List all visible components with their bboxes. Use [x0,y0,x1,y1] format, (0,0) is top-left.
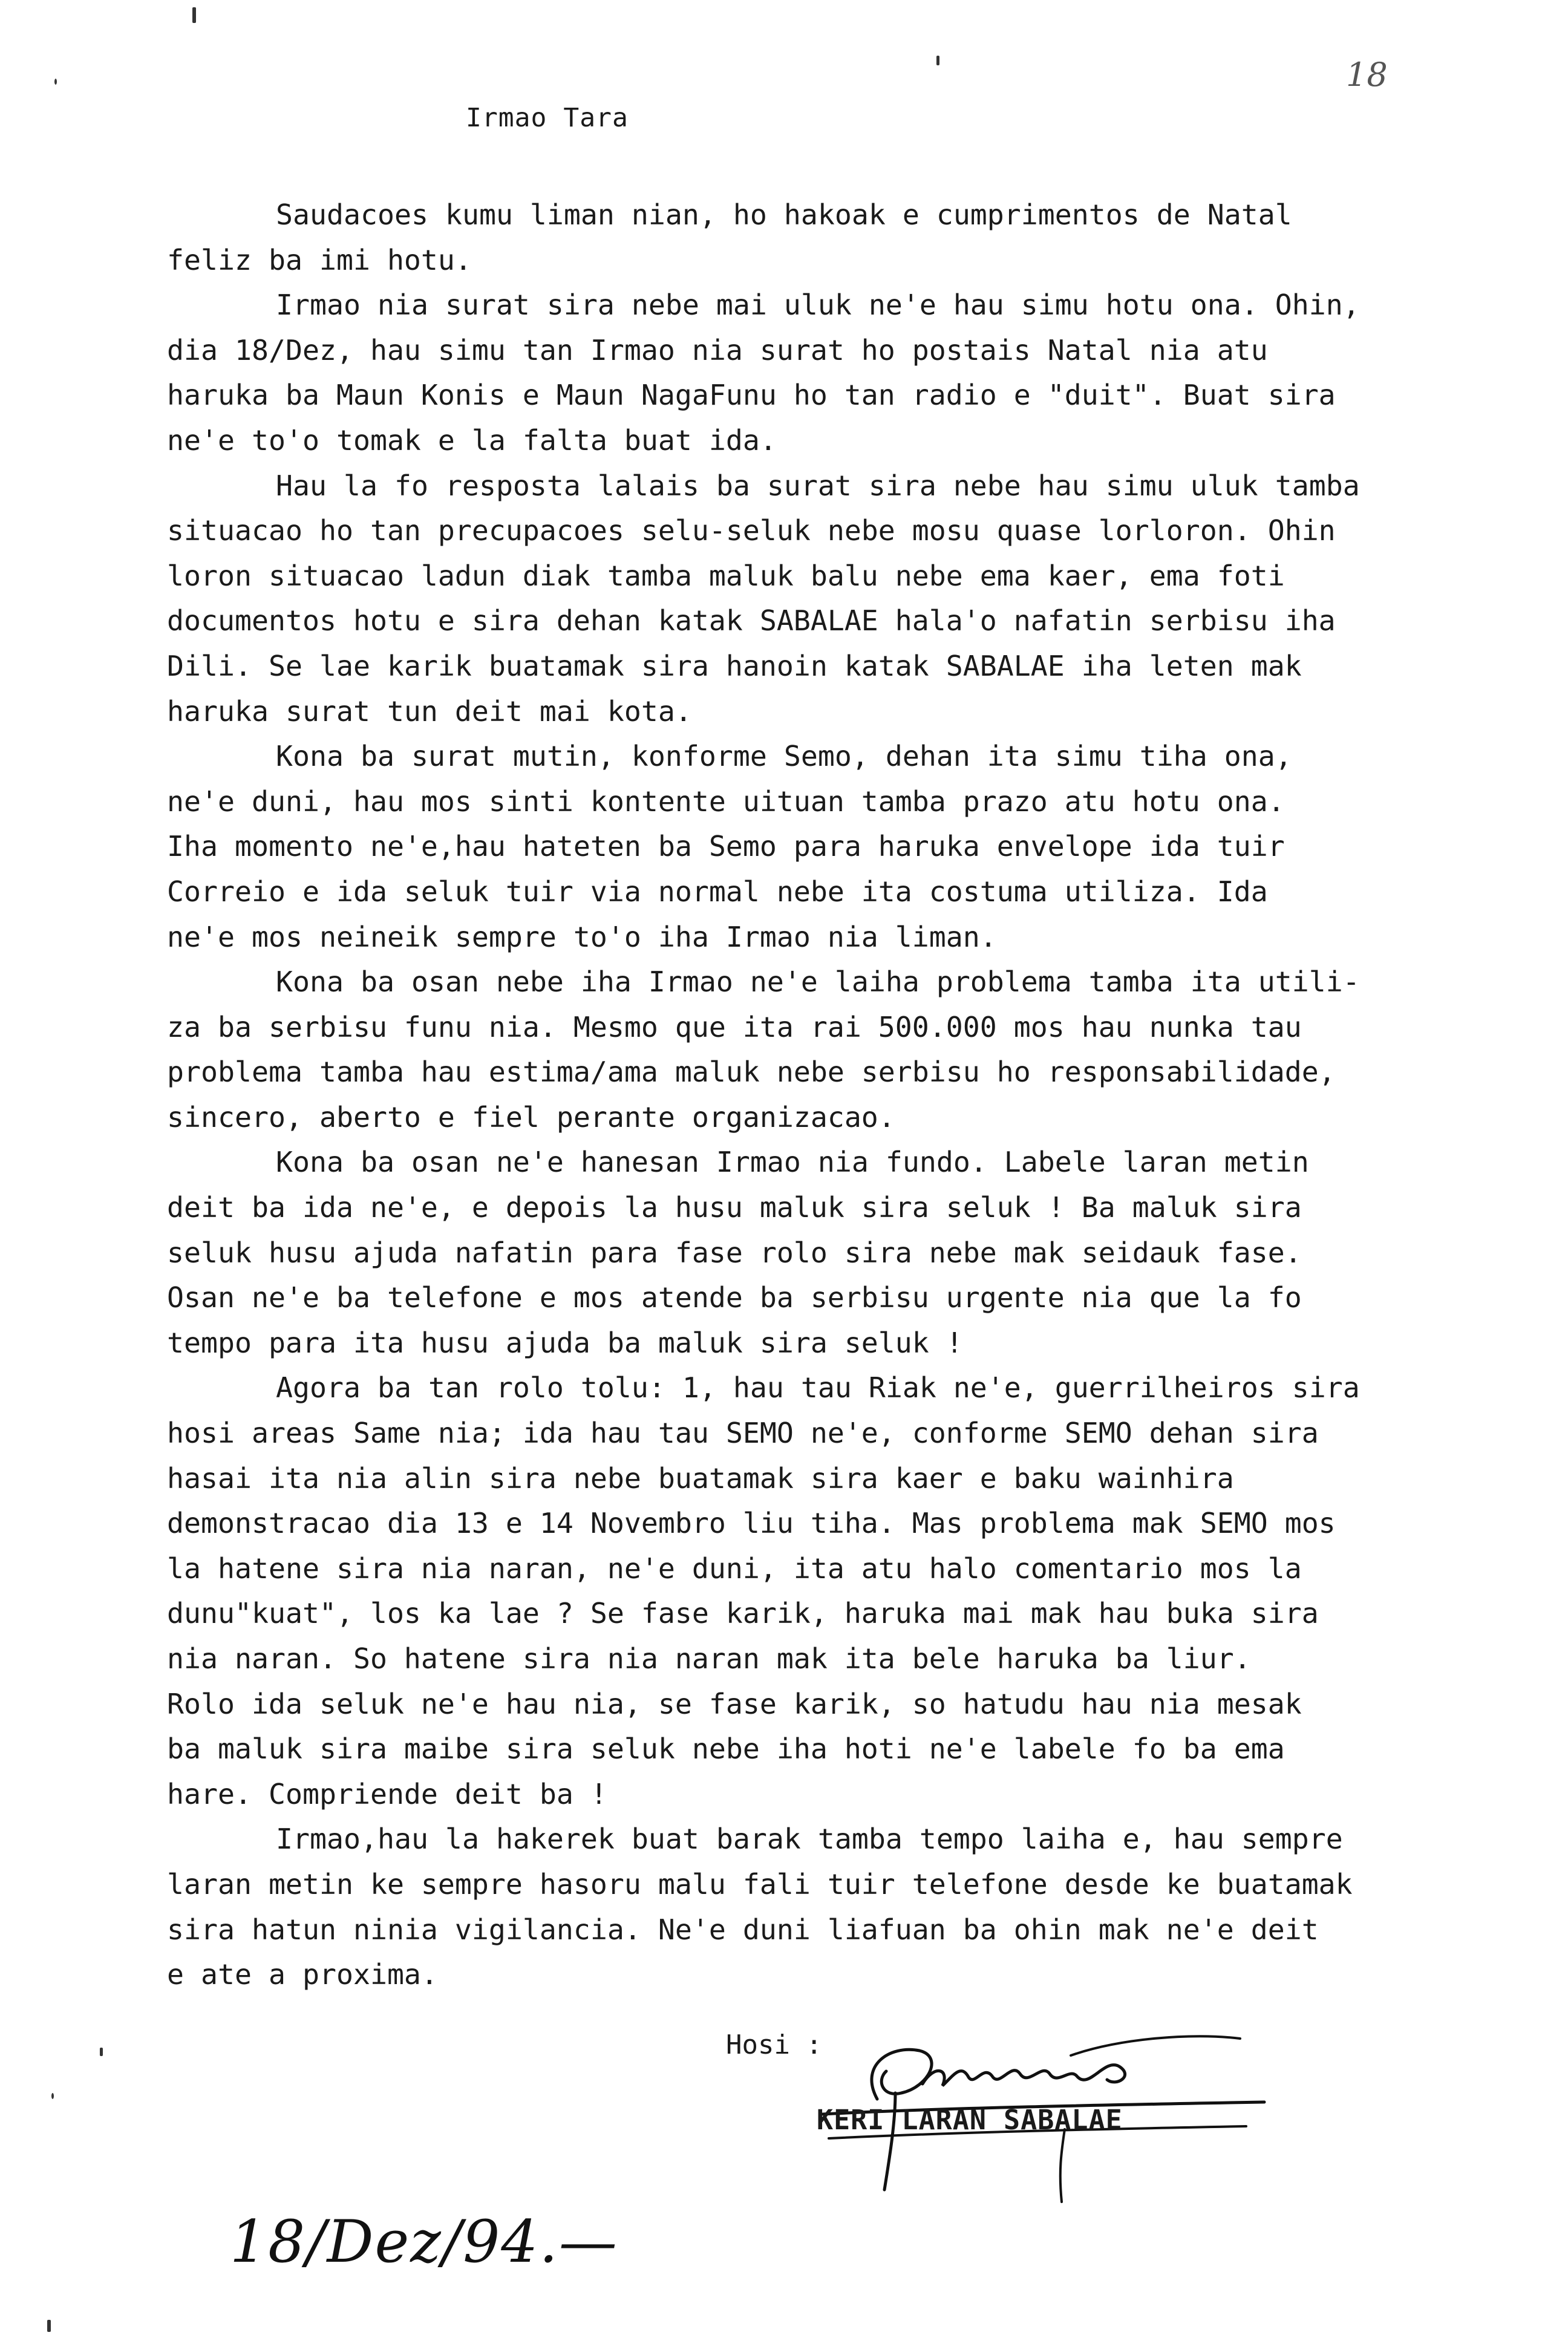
letter-line: Dili. Se lae karik buatamak sira hanoin katak SABALAE iha leten mak [167,649,1302,682]
letter-line: hasai ita nia alin sira nebe buatamak sira kaer e baku wainhira [167,1461,1234,1495]
letter-line: za ba serbisu funu nia. Mesmo que ita rai 500.000 mos hau nunka tau [167,1010,1302,1043]
letter-line: situacao ho tan precupacoes selu-seluk nebe mosu quase lorloron. Ohin [167,514,1336,547]
scan-speck [47,2320,51,2332]
letter-line: Kona ba osan nebe iha Irmao ne'e laiha problema tamba ita utili- [276,965,1360,999]
letter-line: haruka ba Maun Konis e Maun NagaFunu ho tan radio e "duit". Buat sira [167,379,1336,412]
letter-line: feliz ba imi hotu. [167,243,472,276]
scan-speck [192,7,196,23]
handwritten-date: 18/Dez/94.— [230,2208,618,2276]
letter-line: dunu"kuat", los ka lae ? Se fase karik, haruka mai mak hau buka sira [167,1597,1319,1630]
letter-line: Hau la fo resposta lalais ba surat sira nebe hau simu uluk tamba [276,469,1360,502]
page-number-mark: 18 [1346,56,1388,94]
letter-line: laran metin ke sempre hasoru malu fali tuir telefone desde ke buatamak [167,1867,1353,1901]
letter-line: Osan ne'e ba telefone e mos atende ba serbisu urgente nia que la fo [167,1281,1302,1314]
letter-line: seluk husu ajuda nafatin para fase rolo sira nebe mak seidauk fase. [167,1236,1302,1269]
letter-line: Kona ba surat mutin, konforme Semo, dehan ita simu tiha ona, [276,740,1292,773]
letter-line: Agora ba tan rolo tolu: 1, hau tau Riak ne'e, guerrilheiros sira [276,1371,1360,1405]
scan-speck [54,79,57,85]
letter-line: haruka surat tun deit mai kota. [167,694,692,728]
letter-line: sira hatun ninia vigilancia. Ne'e duni liafuan ba ohin mak ne'e deit [167,1913,1319,1946]
letter-line: dia 18/Dez, hau simu tan Irmao nia surat ho postais Natal nia atu [167,333,1268,367]
letter-line: e ate a proxima. [167,1958,438,1991]
letter-line: Correio e ida seluk tuir via normal nebe ita costuma utiliza. Ida [167,875,1268,908]
scan-speck [100,2048,103,2056]
letter-body [167,192,1449,1997]
scan-speck [936,56,939,65]
letter-line: loron situacao ladun diak tamba maluk balu nebe ema kaer, ema foti [167,559,1285,592]
letter-line: la hatene sira nia naran, ne'e duni, ita atu halo comentario mos la [167,1552,1302,1585]
letter-line: Irmao,hau la hakerek buat barak tamba tempo laiha e, hau sempre [276,1823,1343,1856]
letter-line: documentos hotu e sira dehan katak SABALAE hala'o nafatin serbisu iha [167,604,1336,638]
letter-line: deit ba ida ne'e, e depois la husu maluk sira seluk ! Ba maluk sira [167,1191,1302,1224]
letter-line: ne'e to'o tomak e la falta buat ida. [167,423,777,457]
letter-line: ne'e duni, hau mos sinti kontente uituan tamba prazo atu hotu ona. [167,785,1285,818]
typed-sender-name: KERI LARAN SABALAE [817,2104,1123,2136]
letter-line: hare. Compriende deit ba ! [167,1777,607,1810]
closing-label: Hosi : [726,2029,822,2060]
letter-greeting: Irmao Tara [466,103,629,133]
letter-line: demonstracao dia 13 e 14 Novembro liu tiha. Mas problema mak SEMO mos [167,1507,1336,1540]
letter-line: tempo para ita husu ajuda ba maluk sira seluk ! [167,1326,963,1359]
letter-line: nia naran. So hatene sira nia naran mak ita bele haruka ba liur. [167,1642,1251,1675]
letter-line: Saudacoes kumu liman nian, ho hakoak e cumprimentos de Natal [276,198,1292,231]
letter-line: Rolo ida seluk ne'e hau nia, se fase karik, so hatudu hau nia mesak [167,1687,1302,1720]
letter-line: ne'e mos neineik sempre to'o iha Irmao nia liman. [167,920,997,953]
scan-speck [51,2093,54,2099]
letter-line: ba maluk sira maibe sira seluk nebe iha hoti ne'e labele fo ba ema [167,1732,1285,1766]
letter-line: Iha momento ne'e,hau hateten ba Semo para haruka envelope ida tuir [167,830,1285,863]
letter-line: sincero, aberto e fiel perante organizacao. [167,1100,895,1134]
letter-line: problema tamba hau estima/ama maluk nebe serbisu ho responsabilidade, [167,1056,1336,1089]
letter-line: hosi areas Same nia; ida hau tau SEMO ne'e, conforme SEMO dehan sira [167,1417,1319,1450]
letter-line: Irmao nia surat sira nebe mai uluk ne'e hau simu hotu ona. Ohin, [276,289,1360,322]
letter-line: Kona ba osan ne'e hanesan Irmao nia fundo. Labele laran metin [276,1146,1309,1179]
